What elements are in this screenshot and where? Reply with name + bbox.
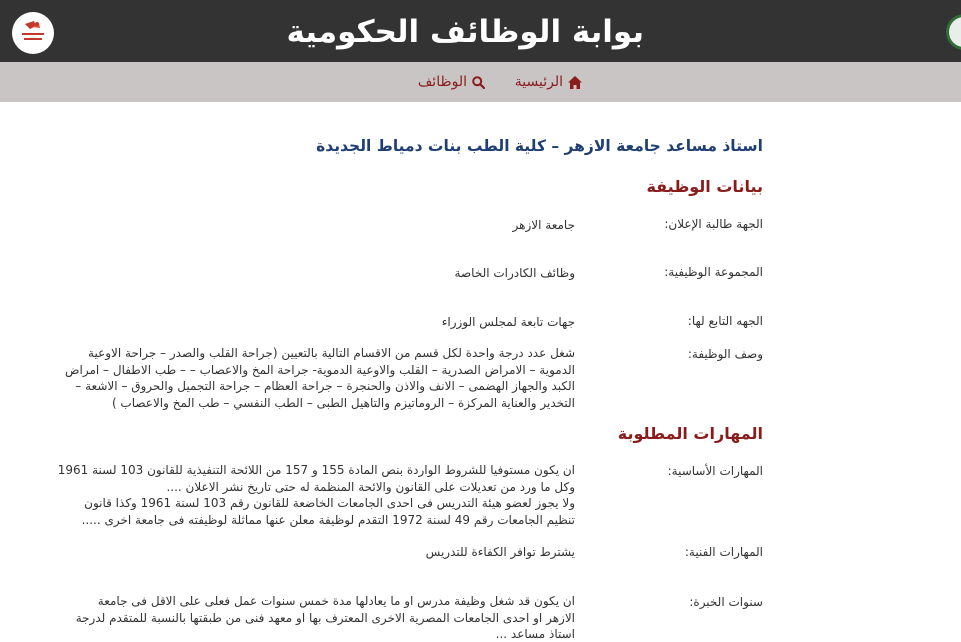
value-line: وظائف الكادرات الخاصة bbox=[454, 266, 575, 280]
logo-icon bbox=[12, 12, 54, 54]
value-line: التخدير والعناية المركزة – الروماتيزم والتاهيل الطبى – الطب النفسي – طب المخ والاعصاب ) bbox=[111, 395, 575, 410]
field-value-experience-years bbox=[75, 593, 575, 642]
field-value-job-group bbox=[105, 265, 575, 282]
field-label-job-group: المجموعة الوظيفية: bbox=[664, 265, 763, 279]
value-line: الازهر او احدى الجامعات المصرية الاخرى المعترف بها او معهد فنى من طبقتها بالنسبة للمتقدم لدرجة bbox=[75, 610, 575, 625]
nav-home-link[interactable] bbox=[515, 62, 582, 102]
field-label-experience-years: سنوات الخبرة: bbox=[689, 595, 763, 609]
site-title: بوابة الوظائف الحكومية bbox=[286, 14, 644, 50]
home-icon bbox=[568, 76, 582, 89]
value-line: تنظيم الجامعات رقم 49 لسنة 1972 التقدم لوظيفة معلن عنها مماثلة لوظيفته فى جامعة اخرى ..... bbox=[81, 512, 575, 527]
value-line: يشترط توافر الكفاءة للتدريس bbox=[425, 545, 575, 559]
field-label-advertiser: الجهة طالبة الإعلان: bbox=[664, 217, 763, 231]
value-line: الكبد والجهاز الهضمى – الانف والاذن والحنجرة – جراحة العظام – جراحة التجميل والحروق – الاشعة – bbox=[75, 379, 575, 393]
field-value-technical-skills bbox=[105, 544, 575, 561]
field-value-advertiser bbox=[105, 217, 575, 234]
search-icon bbox=[472, 76, 485, 89]
value-line: شغل عدد درجة واحدة لكل قسم من الاقسام التالية بالتعيين (جراحة القلب والصدر – جراحة الاوعية bbox=[88, 346, 575, 360]
value-line: ولا يجوز لعضو هيئة التدريس فى احدى الجامعات الخاضعة للقانون رقم 103 لسنة 1961 وكذا قانون bbox=[84, 496, 575, 510]
field-value-basic-skills bbox=[57, 462, 575, 528]
nav-jobs-link[interactable] bbox=[418, 62, 485, 102]
value-line: جامعة الازهر bbox=[512, 218, 575, 232]
nav-home-label: الرئيسية bbox=[514, 74, 563, 90]
job-data-heading: بيانات الوظيفة bbox=[646, 177, 763, 196]
field-label-affiliation: الجهه التابع لها: bbox=[687, 314, 763, 328]
value-line: ان يكون مستوفيا للشروط الواردة بنص المادة 155 و 157 من اللائحة التنفيذية للقانون 103 لسنة 1961 bbox=[57, 463, 575, 477]
field-label-basic-skills: المهارات الأساسية: bbox=[667, 464, 763, 478]
main-nav bbox=[0, 62, 961, 102]
site-header bbox=[0, 0, 961, 62]
site-logo[interactable] bbox=[12, 12, 54, 54]
value-line: جهات تابعة لمجلس الوزراء bbox=[441, 315, 575, 329]
government-seal-icon bbox=[946, 14, 961, 50]
value-line: وكل ما ورد من تعديلات على القانون والائحة المنظمة له حتى تاريخ نشر الاعلان .... bbox=[166, 479, 575, 494]
value-line: ان يكون قد شغل وظيفة مدرس او ما يعادلها مدة خمس سنوات عمل فعلى على الاقل فى جامعة bbox=[97, 594, 575, 608]
field-value-description bbox=[65, 345, 575, 411]
nav-jobs-label: الوظائف bbox=[417, 74, 467, 90]
value-line: الدموية – الامراض الصدرية – القلب والاوعية الدموية- جراحة المخ والاعصاب – – طب الاطفال – امراض bbox=[65, 362, 575, 377]
skills-heading: المهارات المطلوبة bbox=[617, 424, 763, 443]
job-title: استاذ مساعد جامعة الازهر – كلية الطب بنات دمياط الجديدة bbox=[316, 137, 763, 155]
field-label-description: وصف الوظيفة: bbox=[687, 347, 763, 361]
field-label-technical-skills: المهارات الفنية: bbox=[684, 545, 763, 559]
value-line: استاذ مساعد ... bbox=[495, 627, 575, 641]
field-value-affiliation bbox=[105, 314, 575, 331]
